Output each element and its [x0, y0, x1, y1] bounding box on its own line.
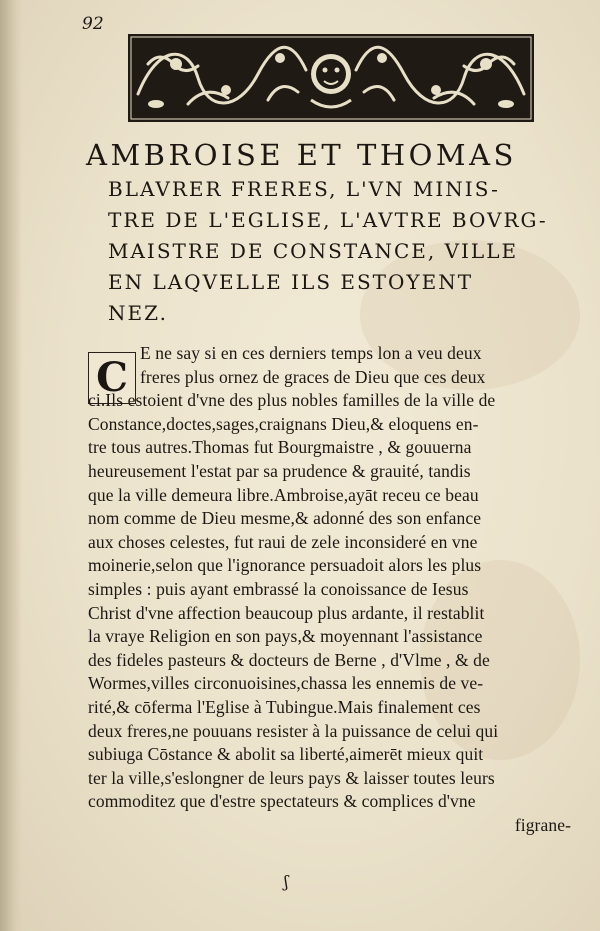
page-gutter — [0, 0, 22, 931]
text-line: rité,& cōferma l'Eglise à Tubingue.Mais finalement ces — [88, 696, 481, 717]
catchword: figrane- — [514, 814, 571, 835]
text-line: Wormes,villes circonuoisines,chassa les ennemis de ve- — [88, 673, 484, 694]
text-line: simples : puis ayant embrassé la conoissance de Iesus — [88, 578, 469, 599]
heading-line: MAISTRE DE CONSTANCE, VILLE — [108, 239, 519, 263]
chapter-heading — [86, 136, 586, 329]
text-line: moinerie,selon que l'ignorance persuadoit alors les plus — [88, 555, 482, 576]
heading-line: EN LAQVELLE ILS ESTOYENT — [108, 270, 474, 294]
page-number: 92 — [82, 14, 104, 34]
text-line: subiuga Cōstance & abolit sa liberté,aimerēt mieux quit — [88, 744, 484, 765]
text-line: nom comme de Dieu mesme,& adonné des son enfance — [88, 508, 482, 529]
text-line: aux choses celestes, fut raui de zele inconsideré en vne — [88, 531, 478, 552]
text-line: heureusement l'estat par sa prudence & grauité, tandis — [88, 460, 471, 481]
text-line: deux freres,ne pouuans resister à la puissance de celui qui — [88, 720, 499, 741]
heading-line: AMBROISE ET THOMAS — [86, 138, 517, 172]
text-line: que la ville demeura libre.Ambroise,ayāt receu ce beau — [88, 484, 479, 505]
heading-line: BLAVRER FRERES, L'VN MINIS- — [108, 177, 500, 201]
text-line: tre tous autres.Thomas fut Bourgmaistre , & gouuerna — [88, 437, 472, 458]
body-text — [88, 342, 593, 837]
text-line: freres plus ornez de graces de Dieu que ces deux — [140, 366, 486, 387]
text-line: Christ d'vne affection beaucoup plus ardante, il restablit — [88, 602, 485, 623]
text-line: commoditez que d'estre spectateurs & complices d'vne — [88, 791, 476, 812]
text-line: des fideles pasteurs & docteurs de Berne , d'Vlme , & de — [88, 649, 490, 670]
printer-mark: ʃ — [284, 872, 289, 891]
drop-cap-letter: C — [96, 354, 128, 401]
heading-line: NEZ. — [108, 301, 169, 325]
text-line: ter la ville,s'eslongner de leurs pays & laisser toutes leurs — [88, 767, 495, 788]
text-line: la vraye Religion en son pays,& moyennant l'assistance — [88, 626, 483, 647]
text-line: E ne say si en ces derniers temps lon a veu deux — [140, 343, 482, 363]
heading-line: TRE DE L'EGLISE, L'AVTRE BOVRG- — [108, 208, 548, 232]
floral-headpiece-ornament-icon — [128, 34, 534, 122]
text-line: ci.Ils estoient d'vne des plus nobles familles de la ville de — [88, 390, 496, 411]
text-line: Constance,doctes,sages,craignans Dieu,& eloquens en- — [88, 413, 479, 434]
